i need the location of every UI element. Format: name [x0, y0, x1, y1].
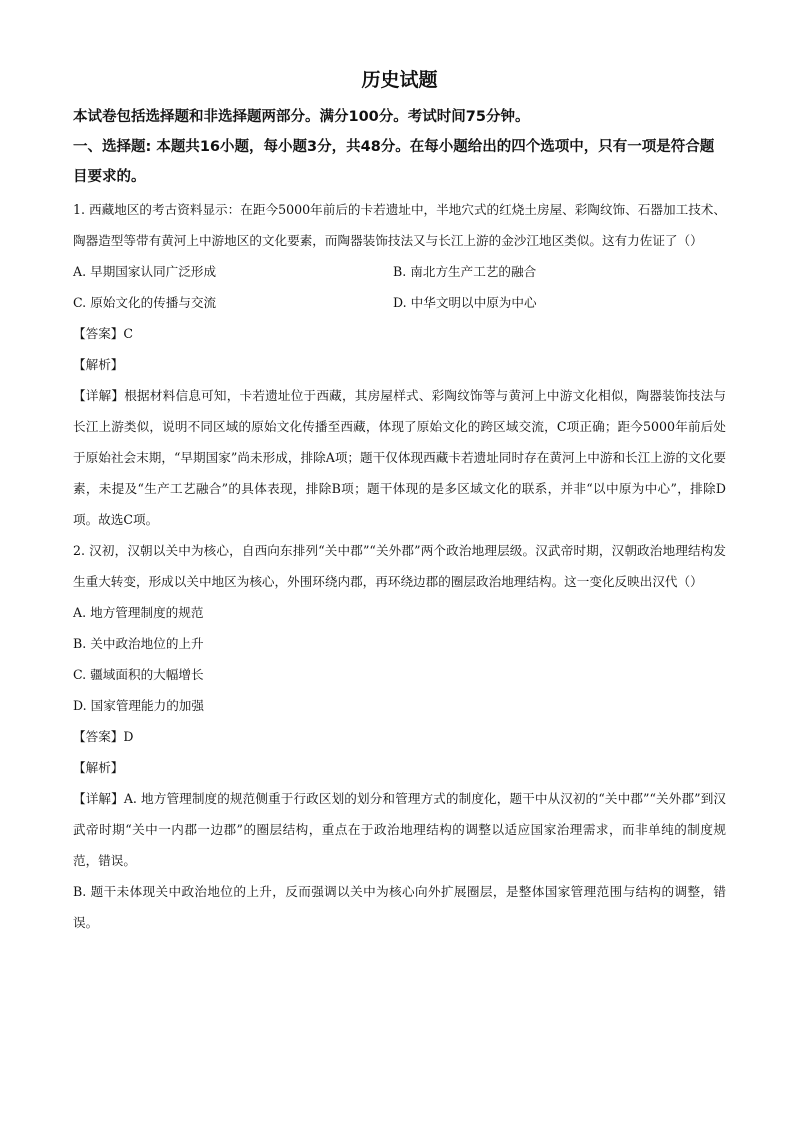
- option-b: B. 南北方生产工艺的融合: [393, 264, 537, 279]
- option-a: A. 早期国家认同广泛形成: [73, 264, 217, 279]
- question-2: [73, 535, 726, 938]
- detail-explanation-b: B. 题干未体现关中政治地位的上升，反而强调以关中为核心向外扩展圈层，是整体国家管理范围与结构的调整，错误。: [73, 884, 726, 930]
- option-a: A. 地方管理制度的规范: [73, 605, 204, 620]
- option-d: D. 中华文明以中原为中心: [393, 295, 537, 310]
- section-heading: 一、选择题: 本题共16小题，每小题3分，共48分。在每小题给出的四个选项中，只有一项是符合题目要求的。: [73, 139, 715, 185]
- question-1: [73, 194, 726, 535]
- analysis-label: 【解析】: [73, 760, 124, 775]
- option-c: C. 原始文化的传播与交流: [73, 295, 217, 310]
- option-d: D. 国家管理能力的加强: [73, 698, 204, 713]
- options-grid: [73, 256, 726, 318]
- question-stem: 2. 汉初，汉朝以关中为核心，自西向东排列“关中郡”“关外郡”两个政治地理层级。汉武帝时期，汉朝政治地理结构发生重大转变，形成以关中地区为核心，外围环绕内郡，再环绕边郡的圈层政治地理结构。这一变化反映出汉代（）: [73, 543, 726, 589]
- detail-explanation: 【详解】根据材料信息可知，卡若遗址位于西藏，其房屋样式、彩陶纹饰等与黄河上中游文化相似，陶器装饰技法与长江上游类似，说明不同区域的原始文化传播至西藏，体现了原始文化的跨区域交流，C项正确；距今5000年前后处于原始社会末期，“早期国家”尚未形成，排除A项；题干仅体现西藏卡若遗址同时存在黄河上中游和长江上游的文化要素，未提及“生产工艺融合”的具体表现，排除B项；题干体现的是多区域文化的联系，并非“以中原为中心”，排除D项。故选C项。: [73, 388, 726, 527]
- analysis-label: 【解析】: [73, 357, 124, 372]
- option-b: B. 关中政治地位的上升: [73, 636, 204, 651]
- detail-explanation: 【详解】A. 地方管理制度的规范侧重于行政区划的划分和管理方式的制度化，题干中从汉初的“关中郡”“关外郡”到汉武帝时期“关中一内郡一边郡”的圈层结构，重点在于政治地理结构的调整以适应国家治理需求，而非单纯的制度规范，错误。: [73, 791, 726, 868]
- answer-line: 【答案】D: [73, 729, 134, 744]
- answer-line: 【答案】C: [73, 326, 134, 341]
- exam-intro: 本试卷包括选择题和非选择题两部分。满分100分。考试时间75分钟。: [73, 109, 530, 125]
- option-c: C. 疆域面积的大幅增长: [73, 667, 204, 682]
- question-stem: 1. 西藏地区的考古资料显示：在距今5000年前后的卡若遗址中，半地穴式的红烧土房屋、彩陶纹饰、石器加工技术、陶器造型等带有黄河上中游地区的文化要素，而陶器装饰技法又与长江上游的金沙江地区类似。这有力佐证了（）: [73, 202, 726, 248]
- page-title: 历史试题: [361, 69, 438, 91]
